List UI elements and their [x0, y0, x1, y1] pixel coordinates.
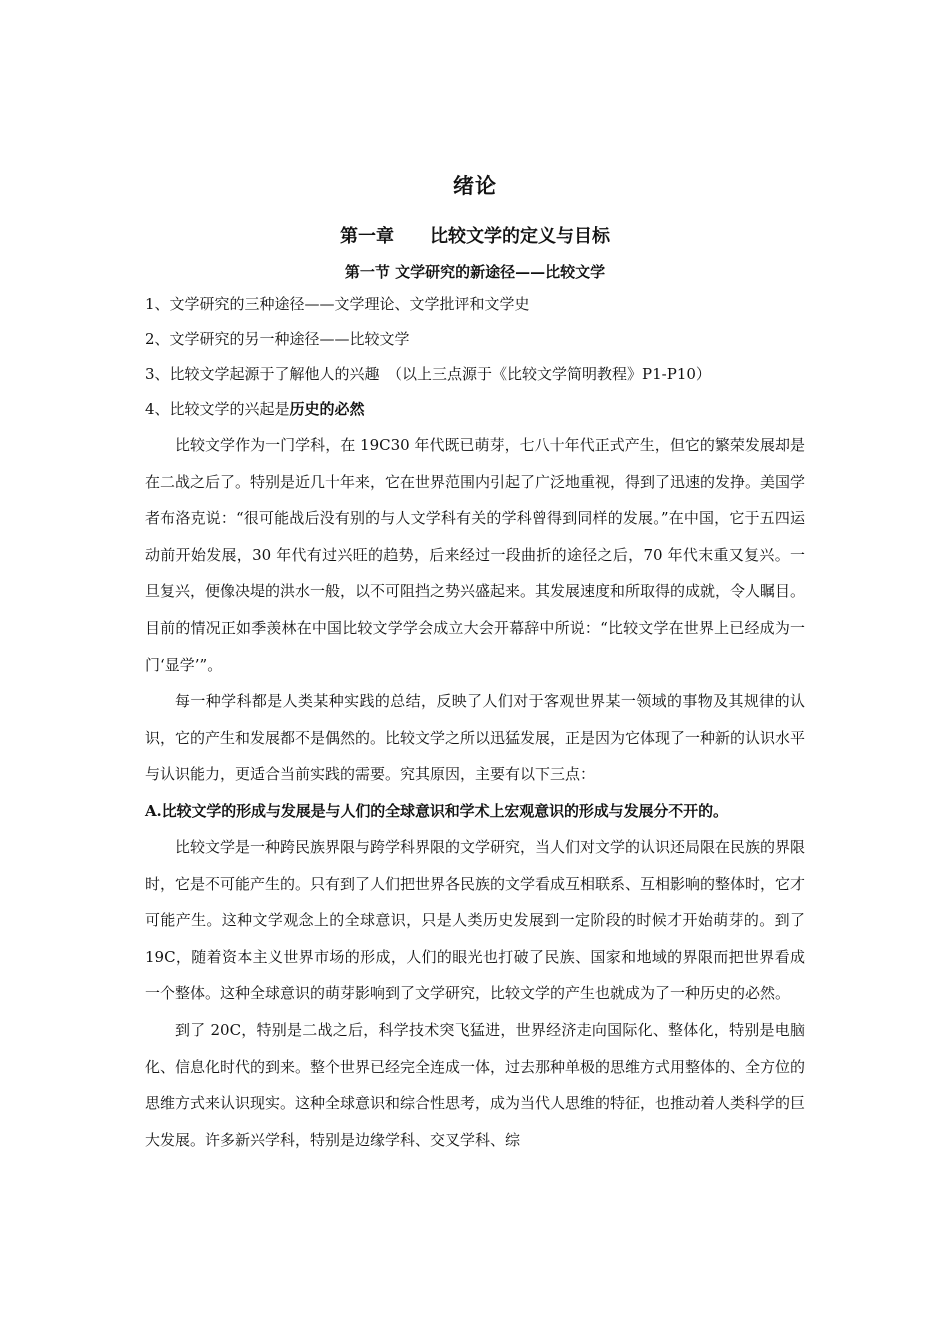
paragraph-1: 比较文学作为一门学科，在 19C30 年代既已萌芽，七八十年代正式产生，但它的繁荣发展却是在二战之后了。特别是近几十年来，它在世界范围内引起了广泛地重视，得到了迅速的发挣。美国学者布洛克说：“很可能战后没有别的与人文学科有关的学科曾得到同样的发展。”在中国，它于五四运动前开始发展，30 年代有过兴旺的趋势，后来经过一段曲折的途径之后，70 年代末重又复兴。一旦复兴，便像决堤的洪水一般，以不可阻挡之势兴盛起来。其发展速度和所取得的成就，令人瞩目。目前的情况正如季羡林在中国比较文学学会成立大会开幕辞中所说：“比较文学在世界上已经成为一门‘显学’”。 — [145, 436, 806, 674]
section-heading: 第一节 文学研究的新途径——比较文学 — [344, 263, 606, 281]
paragraph-4: 到了 20C，特别是二战之后，科学技术突飞猛进，世界经济走向国际化、整体化，特别是电脑化、信息化时代的到来。整个世界已经完全连成一体，过去那种单极的思维方式用整体的、全方位的思维方式来认识现实。这种全球意识和综合性思考，成为当代人思维的特征，也推动着人类科学的巨大发展。许多新兴学科，特别是边缘学科、交叉学科、综 — [145, 1020, 806, 1149]
list-item-4-emphasis: 历史的必然 — [289, 400, 365, 418]
document-body — [145, 287, 805, 1158]
paragraph-3: 比较文学是一种跨民族界限与跨学科界限的文学研究，当人们对文学的认识还局限在民族的界限时，它是不可能产生的。只有到了人们把世界各民族的文学看成互相联系、互相影响的整体时，它才可能产生。这种文学观念上的全球意识，只是人类历史发展到一定阶段的时候才开始萌芽的。到了 19C，随着资本主义世界市场的形成，人们的眼光也打破了民族、国家和地域的界限而把世界看成一个整体。这种全球意识的萌芽影响到了文学研究，比较文学的产生也就成为了一种历史的必然。 — [145, 837, 806, 1003]
list-item-4-text: 4、比较文学的兴起是 — [145, 400, 290, 418]
chapter-heading: 第一章 比较文学的定义与目标 — [340, 226, 610, 247]
document-title: 绪论 — [453, 173, 497, 198]
list-item-2: 2、文学研究的另一种途径——比较文学 — [145, 330, 410, 348]
list-item-3: 3、比较文学起源于了解他人的兴趣 （以上三点源于《比较文学简明教程》P1-P10） — [145, 365, 711, 383]
list-item-4 — [145, 392, 805, 427]
paragraph-2: 每一种学科都是人类某种实践的总结，反映了人们对于客观世界某一领域的事物及其规律的认识，它的产生和发展都不是偶然的。比较文学之所以迅猛发展，正是因为它体现了一种新的认识水平与认识能力，更适合当前实践的需要。究其原因，主要有以下三点： — [145, 692, 806, 784]
list-item-1: 1、文学研究的三种途径——文学理论、文学批评和文学史 — [145, 295, 530, 313]
subheading-a: A.比较文学的形成与发展是与人们的全球意识和学术上宏观意识的形成与发展分不开的。 — [145, 801, 728, 820]
